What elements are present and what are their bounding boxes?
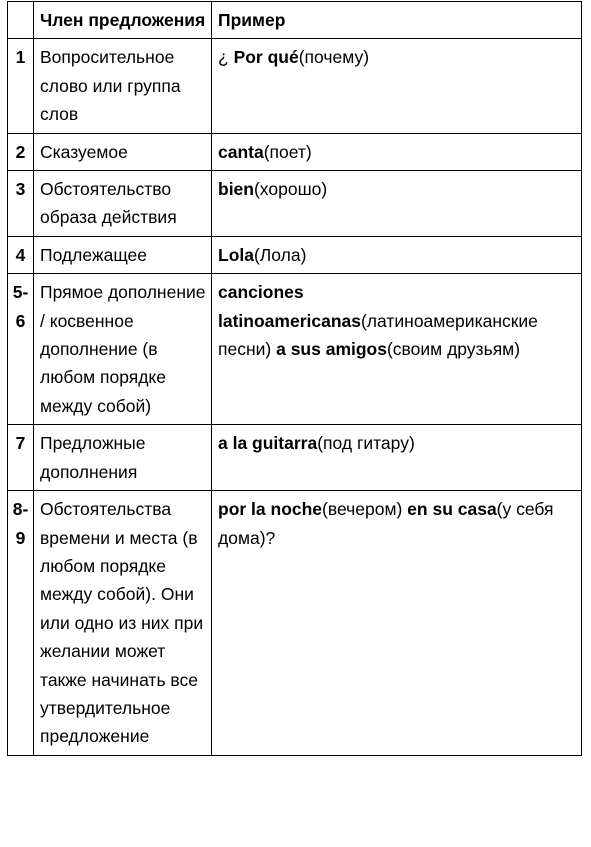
row-example (212, 425, 582, 491)
example-part: (своим друзьям) (386, 339, 521, 360)
example-part-bold: canta (218, 141, 264, 162)
example-part-bold: en su casa (407, 499, 497, 520)
example-part: (вечером) (322, 499, 408, 520)
header-number-cell (8, 2, 34, 39)
example-part: ¿ (218, 47, 234, 68)
row-number: 8-9 (8, 491, 34, 756)
row-member: Обстоятельства времени и места (в любом порядке между собой). Они или одно из них при желании может также начинать все утвердительное предложение (34, 491, 212, 756)
grammar-table (7, 1, 582, 756)
example-part: (у себя дома)? (218, 499, 554, 548)
example-part-bold: Por qué (233, 47, 299, 68)
example-part: (Лола) (253, 244, 307, 265)
table-row (8, 39, 582, 133)
row-member: Прямое дополнение / косвенное дополнение (в любом порядке между собой) (34, 274, 212, 425)
example-part-bold: canciones latinoamericanas (218, 282, 361, 331)
row-number: 7 (8, 425, 34, 491)
table-header-row (8, 2, 582, 39)
row-example (212, 236, 582, 273)
example-part: (поет) (263, 141, 312, 162)
row-member: Сказуемое (34, 133, 212, 170)
example-part-bold: a la guitarra (218, 433, 318, 454)
row-example (212, 133, 582, 170)
example-part: (почему) (298, 47, 370, 68)
row-example (212, 491, 582, 756)
example-part-bold: bien (218, 179, 254, 200)
table-row (8, 236, 582, 273)
row-number: 3 (8, 171, 34, 237)
row-number: 1 (8, 39, 34, 133)
table-row (8, 425, 582, 491)
table-row (8, 171, 582, 237)
example-part-bold: Lola (218, 244, 254, 265)
row-example (212, 171, 582, 237)
example-part: (латиноамериканские песни) (218, 310, 538, 360)
row-example (212, 274, 582, 425)
example-part: (под гитару) (317, 433, 415, 454)
header-member-cell: Член предложения (34, 2, 212, 39)
row-member: Вопросительное слово или группа слов (34, 39, 212, 133)
table-row (8, 491, 582, 756)
example-part: (хорошо) (253, 179, 328, 200)
row-member: Предложные дополнения (34, 425, 212, 491)
row-number: 2 (8, 133, 34, 170)
table-row (8, 274, 582, 425)
example-part-bold: a sus amigos (276, 339, 387, 360)
row-member: Подлежащее (34, 236, 212, 273)
row-member: Обстоятельство образа действия (34, 171, 212, 237)
example-part-bold: por la noche (218, 499, 323, 520)
header-example-cell: Пример (212, 2, 582, 39)
row-number: 5-6 (8, 274, 34, 425)
row-number: 4 (8, 236, 34, 273)
table-row (8, 133, 582, 170)
row-example (212, 39, 582, 133)
